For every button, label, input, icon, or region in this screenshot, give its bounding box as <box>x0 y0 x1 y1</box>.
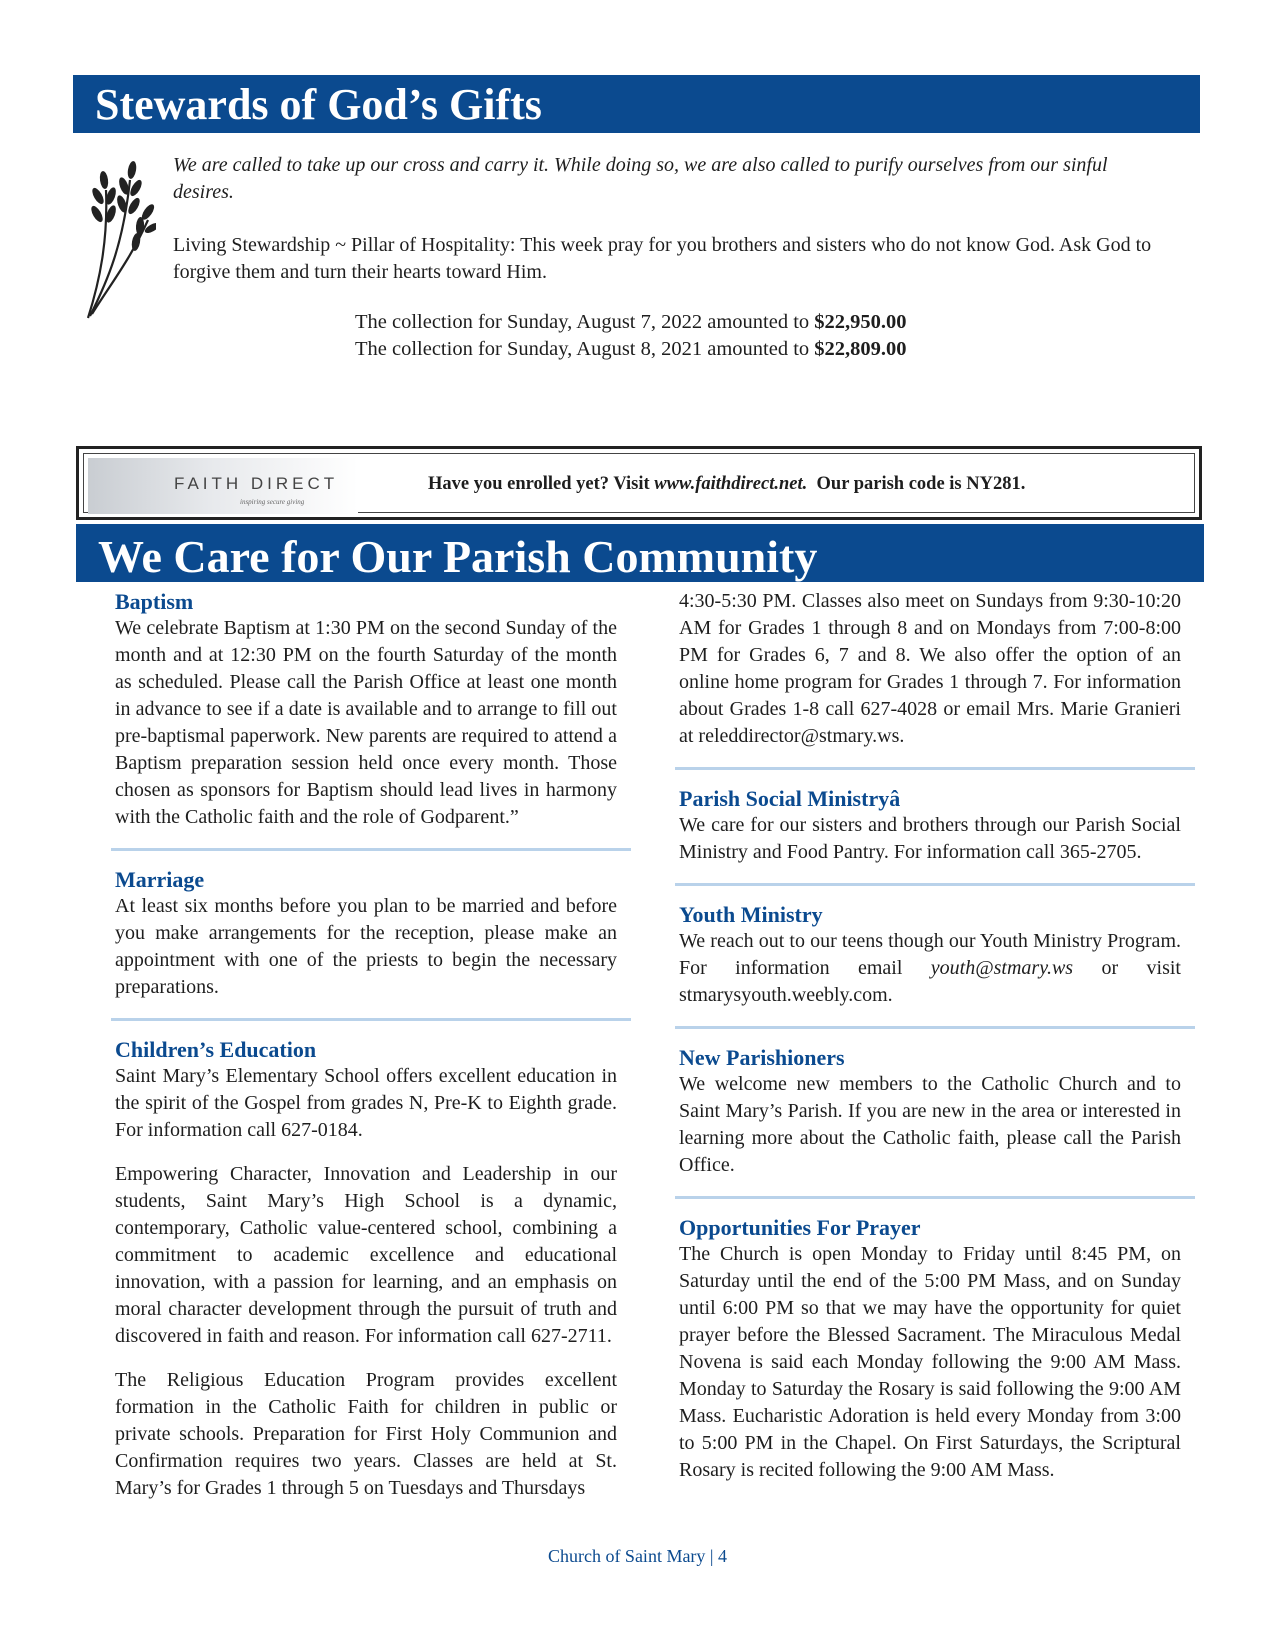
faith-direct-text <box>428 474 1025 495</box>
social-ministry-text: We care for our sisters and brothers through our Parish Social Ministry and Food Pantry. For information call 365-2705. <box>679 814 1181 863</box>
faith-direct-tagline: inspiring secure giving <box>240 498 305 506</box>
prayer-heading: Opportunities For Prayer <box>679 1215 921 1240</box>
youth-ministry-text <box>679 928 1181 1009</box>
faith-direct-inner-border <box>83 453 1195 513</box>
baptism-heading: Baptism <box>115 589 194 614</box>
collection-2021 <box>355 336 907 363</box>
divider <box>675 1196 1195 1199</box>
collection-2022 <box>355 309 907 336</box>
page-footer: Church of Saint Mary | 4 <box>547 1546 728 1566</box>
youth-ministry-heading: Youth Ministry <box>679 902 823 927</box>
faith-direct-box <box>76 446 1202 520</box>
care-banner <box>76 524 1204 582</box>
right-column <box>679 588 1181 1484</box>
marriage-heading: Marriage <box>115 867 205 892</box>
divider <box>675 883 1195 886</box>
stewards-banner <box>73 75 1200 133</box>
youth-text-b: or visit stmarysyouth.weebly.com. <box>679 957 1181 1006</box>
faith-direct-text-a: Have you enrolled yet? Visit <box>428 474 650 494</box>
divider <box>111 848 631 851</box>
collection-2022-amount: $22,950.00 <box>814 311 907 333</box>
education-text-2: Empowering Character, Innovation and Leadership in our students, Saint Mary’s High School is a dynamic, contemporary, Catholic value-centered school, combining a commitment to academic excellence and educational innovation, with a passion for learning, and an emphasis on moral character development through the pursuit of truth and discovered in faith and reason. For information call 627-2711. <box>115 1163 617 1347</box>
faith-direct-url[interactable]: www.faithdirect.net. <box>654 474 808 494</box>
new-parishioners-text: We welcome new members to the Catholic Church and to Saint Mary’s Parish. If you are new in the area or interested in learning more about the Catholic faith, please call the Parish Office. <box>679 1073 1181 1176</box>
social-ministry-heading: Parish Social Ministryâ <box>679 786 901 811</box>
left-column <box>115 588 617 1502</box>
collection-2021-amount: $22,809.00 <box>814 338 907 360</box>
youth-text-a: We reach out to our teens though our Youth Ministry Program. For information email <box>679 930 1181 979</box>
divider <box>675 1026 1195 1029</box>
faith-direct-text-b: Our parish code is NY281. <box>816 474 1026 494</box>
divider <box>111 1018 631 1021</box>
education-text-3: The Religious Education Program provides excellent formation in the Catholic Faith for children in public or private schools. Preparation for First Holy Communion and Confirmation requires two years. Classes are held at St. Mary’s for Grades 1 through 5 on Tuesdays and Thursdays <box>115 1369 617 1499</box>
education-continued-text: 4:30-5:30 PM. Classes also meet on Sundays from 9:30-10:20 AM for Grades 1 through 8 and on Mondays from 7:00-8:00 PM for Grades 6, 7 and 8. We also offer the option of an online home program for Grades 1 through 7. For information about Grades 1-8 call 627-4028 or email Mrs. Marie Granieri at releddirector@stmary.ws. <box>679 590 1181 747</box>
wheat-icon <box>78 150 156 320</box>
stewards-title: Stewards of God’s Gifts <box>95 80 542 129</box>
stewards-italic-text: We are called to take up our cross and carry it. While doing so, we are also called to purify ourselves from our sinful desires. <box>173 154 1108 203</box>
faith-direct-logo <box>88 458 358 514</box>
education-heading: Children’s Education <box>115 1037 317 1062</box>
care-title: We Care for Our Parish Community <box>98 531 818 582</box>
collection-2022-text: The collection for Sunday, August 7, 2022 amounted to <box>355 311 810 333</box>
youth-email-link[interactable]: youth@stmary.ws <box>930 957 1074 979</box>
education-text-1: Saint Mary’s Elementary School offers excellent education in the spirit of the Gospel from grades N, Pre-K to Eighth grade. For information call 627-0184. <box>115 1065 617 1141</box>
prayer-text: The Church is open Monday to Friday until 8:45 PM, on Saturday until the end of the 5:00 PM Mass, and on Sunday until 6:00 PM so that we may have the opportunity for quiet prayer before the Blessed Sacrament. The Miraculous Medal Novena is said each Monday following the 9:00 AM Mass. Monday to Saturday the Rosary is said following the 9:00 AM Mass. Eucharistic Adoration is held every Monday from 3:00 to 5:00 PM in the Chapel. On First Saturdays, the Scriptural Rosary is recited following the 9:00 AM Mass. <box>679 1243 1181 1481</box>
marriage-text: At least six months before you plan to be married and before you make arrangements for the reception, please make an appointment with one of the priests to begin the necessary preparations. <box>115 895 617 998</box>
living-stewardship-text: Living Stewardship ~ Pillar of Hospitality: This week pray for you brothers and sisters who do not know God. Ask God to forgive them and turn their hearts toward Him. <box>173 234 1152 283</box>
new-parishioners-heading: New Parishioners <box>679 1045 845 1070</box>
collection-2021-text: The collection for Sunday, August 8, 2021 amounted to <box>355 338 810 360</box>
divider <box>675 767 1195 770</box>
baptism-text: We celebrate Baptism at 1:30 PM on the second Sunday of the month and at 12:30 PM on the fourth Saturday of the month as scheduled. Please call the Parish Office at least one month in advance to see if a date is available and to arrange to fill out pre-baptismal paperwork. New parents are required to attend a Baptism preparation session held once every month. Those chosen as sponsors for Baptism should lead lives in harmony with the Catholic faith and the role of Godparent.” <box>115 617 617 828</box>
faith-direct-logo-text: FAITH DIRECT <box>174 474 339 493</box>
